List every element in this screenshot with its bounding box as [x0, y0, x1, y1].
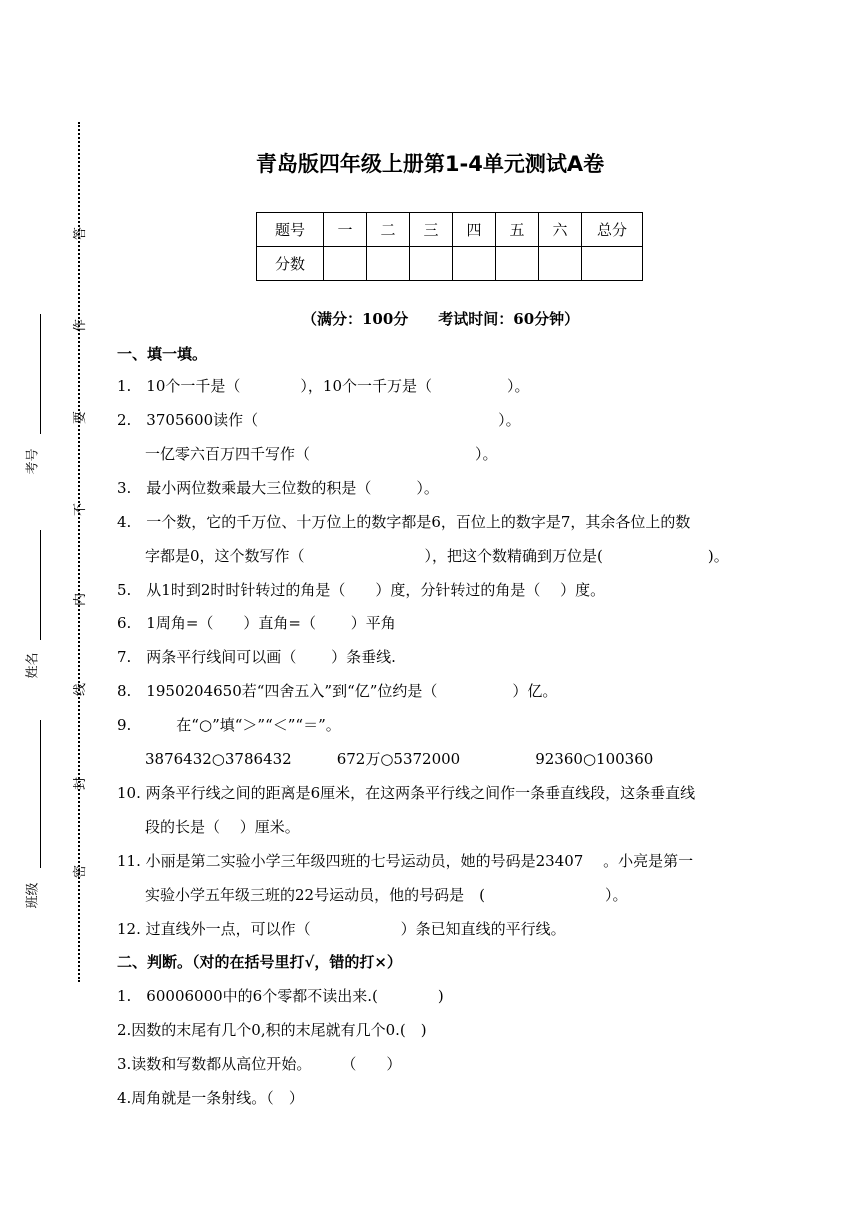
score-cell — [367, 247, 410, 281]
score-col: 四 — [453, 213, 496, 247]
seal-char: 封 — [73, 776, 89, 791]
seal-char: 答 — [73, 226, 89, 241]
question-line: 5. 从1时到2时时针转过的角是（ ）度，分针转过的角是（ ）度。 — [117, 581, 606, 599]
question-line: 7. 两条平行线间可以画（ ）条垂线. — [117, 648, 396, 666]
question-line: 3. 最小两位数乘最大三位数的积是（ ）。 — [117, 479, 439, 497]
question-line: 实验小学五年级三班的22号运动员，他的号码是 ( ）。 — [145, 886, 628, 904]
exam-info: （满分：100分 考试时间：60分钟） — [302, 310, 580, 328]
seal-char: 内 — [73, 592, 89, 607]
question-line: 3876432○3786432 672万○5372000 92360○100360 — [145, 750, 654, 768]
score-cell — [410, 247, 453, 281]
class-label: 班级 — [25, 882, 41, 909]
score-cell — [496, 247, 539, 281]
question-line: 10. 两条平行线之间的距离是6厘米，在这两条平行线之间作一条垂直线段，这条垂直线 — [117, 784, 696, 802]
question-line: 1. 60006000中的6个零都不读出来.( ) — [117, 987, 444, 1005]
score-cell — [539, 247, 582, 281]
score-col: 一 — [324, 213, 367, 247]
question-line: 12. 过直线外一点，可以作（ ）条已知直线的平行线。 — [117, 920, 566, 938]
seal-char: 线 — [73, 682, 89, 697]
question-line: 6. 1周角=（ ）直角=（ ）平角 — [117, 614, 396, 632]
score-table-value-row — [257, 247, 643, 281]
name-label: 姓名 — [25, 652, 41, 679]
seal-char: 作 — [73, 318, 89, 333]
score-cell — [582, 247, 643, 281]
question-line: 3.读数和写数都从高位开始。 （ ） — [117, 1055, 402, 1073]
question-line: 8. 1950204650若“四舍五入”到“亿”位约是（ ）亿。 — [117, 682, 558, 700]
score-header-label: 题号 — [257, 213, 324, 247]
exam-number-label: 考号 — [25, 448, 41, 475]
score-col: 五 — [496, 213, 539, 247]
question-line: 4.周角就是一条射线。（ ） — [117, 1089, 304, 1107]
score-table-header-row — [257, 213, 643, 247]
score-cell — [453, 247, 496, 281]
question-line: 4. 一个数，它的千万位、十万位上的数字都是6，百位上的数字是7，其余各位上的数 — [117, 513, 691, 531]
question-line: 一亿零六百万四千写作（ ）。 — [145, 445, 498, 463]
section-heading: 一、填一填。 — [117, 345, 208, 363]
class-line — [40, 720, 41, 868]
score-col: 二 — [367, 213, 410, 247]
score-row-label: 分数 — [257, 247, 324, 281]
name-line — [40, 530, 41, 640]
score-col: 总分 — [582, 213, 643, 247]
score-col: 六 — [539, 213, 582, 247]
score-col: 三 — [410, 213, 453, 247]
question-line: 1. 10个一千是（ ），10个一千万是（ ）。 — [117, 377, 530, 395]
seal-char: 密 — [73, 864, 89, 879]
score-cell — [324, 247, 367, 281]
question-line: 11. 小丽是第二实验小学三年级四班的七号运动员，她的号码是23407 。小亮是第一 — [117, 852, 694, 870]
question-line: 2. 3705600读作（ ）。 — [117, 411, 521, 429]
question-line: 字都是0，这个数写作（ ），把这个数精确到万位是( )。 — [145, 547, 729, 565]
seal-char: 要 — [73, 410, 89, 425]
question-line: 2.因数的末尾有几个0,积的末尾就有几个0.( ) — [117, 1021, 427, 1039]
question-line: 9. 在“○”填“＞”“＜”“＝”。 — [117, 716, 341, 734]
score-table — [256, 212, 643, 281]
seal-char: 不 — [73, 502, 89, 517]
binding-dotted-line — [78, 122, 80, 982]
section-heading: 二、判断。（对的在括号里打√，错的打×） — [117, 953, 402, 971]
exam-number-line — [40, 314, 41, 434]
page-title: 青岛版四年级上册第1-4单元测试A卷 — [255, 152, 605, 176]
question-line: 段的长是（ ）厘米。 — [145, 818, 300, 836]
